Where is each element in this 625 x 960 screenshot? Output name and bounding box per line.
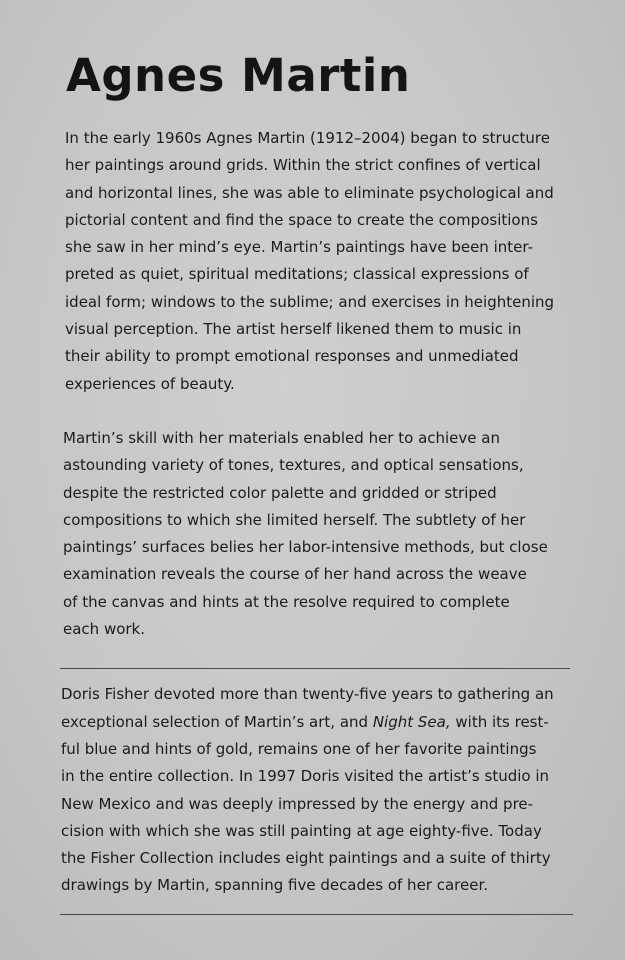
text-line: astounding variety of tones, textures, and optical sensations, — [63, 456, 524, 475]
text-line — [61, 709, 575, 736]
text-line: In the early 1960s Agnes Martin (1912–2004) began to structure — [65, 129, 550, 147]
divider-line — [60, 914, 573, 915]
text-line: paintings’ surfaces belies her labor-intensive methods, but close — [63, 538, 548, 557]
text-line: cision with which she was still painting at age eighty-five. Today — [61, 821, 542, 840]
text-line: visual perception. The artist herself likened them to music in — [65, 320, 522, 339]
text-line: of the canvas and hints at the resolve required to complete — [63, 592, 510, 611]
text-line: her paintings around grids. Within the strict confines of vertical — [65, 156, 541, 175]
text-line: New Mexico and was deeply impressed by the energy and pre- — [61, 794, 534, 813]
text-segment: with its rest- — [450, 712, 549, 731]
text-line: she saw in her mind’s eye. Martin’s paintings have been inter- — [65, 238, 533, 257]
page-title: Agnes Martin — [66, 49, 411, 102]
text-line: preted as quiet, spiritual meditations; classical expressions of — [65, 265, 529, 284]
paragraph-collection — [61, 681, 575, 899]
text-line: compositions to which she limited herself. The subtlety of her — [63, 510, 526, 529]
text-line: despite the restricted color palette and gridded or striped — [63, 483, 497, 502]
text-segment: exceptional selection of Martin’s art, and — [61, 712, 373, 731]
artwork-title: Night Sea, — [372, 712, 451, 731]
text-line: ideal form; windows to the sublime; and exercises in heightening — [65, 292, 555, 311]
text-line: drawings by Martin, spanning five decades of her career. — [61, 876, 489, 895]
divider-line — [60, 668, 570, 669]
text-line: Doris Fisher devoted more than twenty-five years to gathering an — [61, 685, 554, 704]
wall-label-panel — [60, 40, 575, 915]
text-line: pictorial content and find the space to create the compositions — [65, 210, 538, 229]
paragraph-materials — [63, 425, 575, 643]
text-line: the Fisher Collection includes eight paintings and a suite of thirty — [61, 849, 551, 868]
text-line: ful blue and hints of gold, remains one of her favorite paintings — [61, 739, 537, 758]
text-line: in the entire collection. In 1997 Doris visited the artist’s studio in — [61, 767, 550, 786]
text-line: examination reveals the course of her hand across the weave — [63, 565, 527, 584]
text-line: each work. — [63, 620, 146, 639]
text-line: Martin’s skill with her materials enabled her to achieve an — [63, 428, 500, 447]
paragraph-intro — [65, 125, 575, 398]
text-line: experiences of beauty. — [65, 374, 235, 393]
text-line: and horizontal lines, she was able to eliminate psychological and — [65, 183, 554, 202]
text-line: their ability to prompt emotional responses and unmediated — [65, 347, 519, 366]
